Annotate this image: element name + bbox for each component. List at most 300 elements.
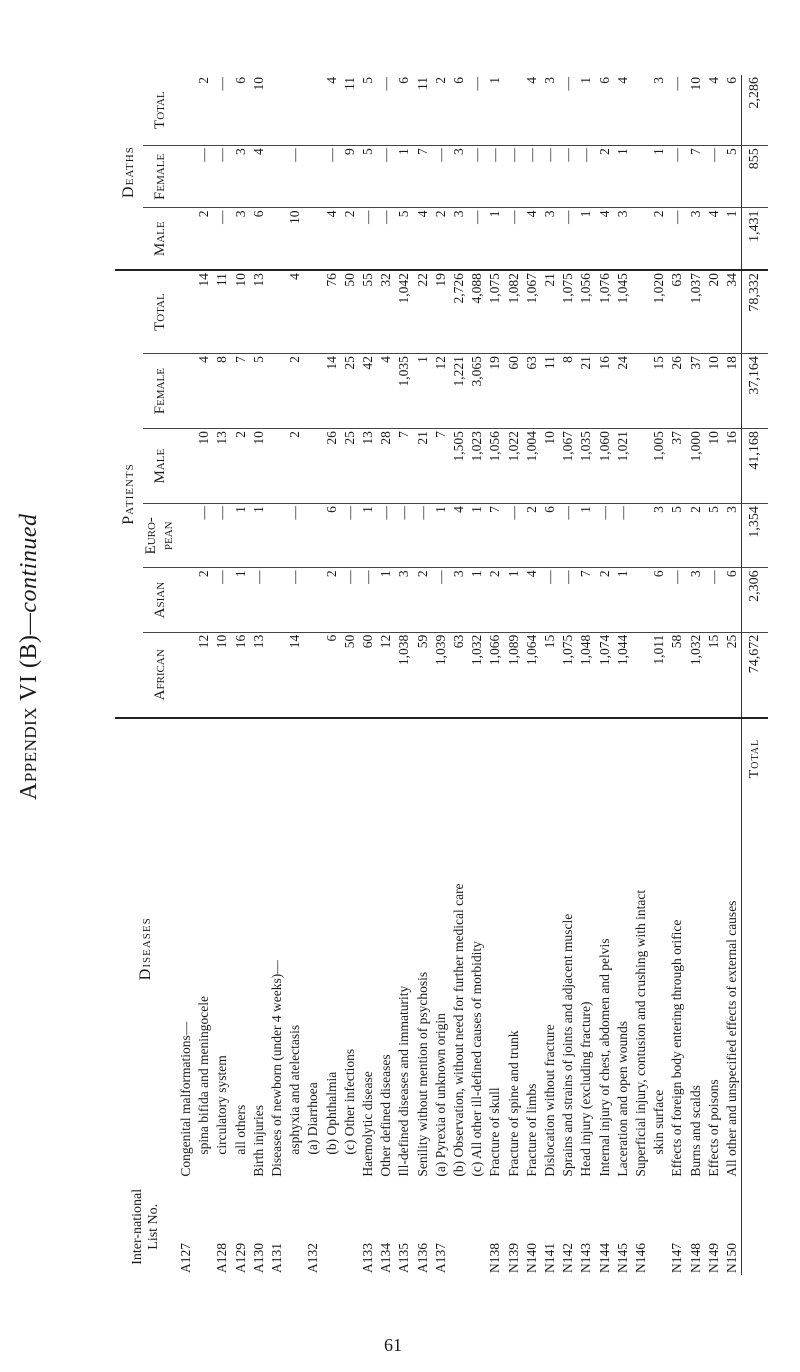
cell-european: 2 xyxy=(523,504,541,568)
cell-p-male xyxy=(268,429,286,504)
cell-disease: Laceration and open wounds xyxy=(614,1021,630,1177)
cell-disease: Ill-defined diseases and immaturity xyxy=(396,985,412,1177)
table-row xyxy=(323,75,341,1275)
total-patients-female: 37,164 xyxy=(742,354,769,429)
cell-p-male: 2 xyxy=(232,429,250,504)
cell-code: N150 xyxy=(724,1243,740,1273)
cell-code: A130 xyxy=(250,1243,266,1273)
table-row xyxy=(505,75,523,1275)
cell-asian: 1 xyxy=(468,568,486,632)
cell-p-female xyxy=(632,354,650,429)
cell-d-female: — xyxy=(668,146,686,208)
cell-code: A129 xyxy=(232,1243,248,1273)
cell-d-female: — xyxy=(541,146,559,208)
table-row xyxy=(232,75,250,1275)
cell-p-total: 4 xyxy=(286,270,304,354)
cell-european: 1 xyxy=(359,504,377,568)
cell-p-male: 10 xyxy=(195,429,213,504)
cell-african: 1,048 xyxy=(577,632,595,718)
cell-p-total: 21 xyxy=(541,270,559,354)
cell-d-male: 3 xyxy=(687,208,705,270)
cell-p-female xyxy=(268,354,286,429)
cell-disease: (c) Other infections xyxy=(341,1048,357,1155)
cell-european: — xyxy=(286,504,304,568)
cell-code: N143 xyxy=(578,1243,594,1273)
cell-p-male: 10 xyxy=(250,429,268,504)
cell-code: N146 xyxy=(633,1243,649,1273)
cell-d-female: — xyxy=(468,146,486,208)
cell-disease: (a) Diarrhoea xyxy=(305,1082,321,1155)
cell-disease: All other and unspecified effects of external causes xyxy=(724,900,740,1177)
cell-p-male: 13 xyxy=(213,429,231,504)
cell-asian: — xyxy=(705,568,723,632)
cell-p-total: 1,075 xyxy=(486,270,504,354)
cell-d-male: 1 xyxy=(577,208,595,270)
table-row xyxy=(468,75,486,1275)
total-deaths-total: 2,286 xyxy=(742,75,769,146)
cell-european: 6 xyxy=(323,504,341,568)
cell-asian: 3 xyxy=(450,568,468,632)
cell-p-male xyxy=(632,429,650,504)
cell-p-male: 1,056 xyxy=(486,429,504,504)
cell-d-total: 11 xyxy=(414,75,432,146)
table-row xyxy=(213,75,231,1275)
table-row xyxy=(395,75,413,1275)
header-european: Euro-pean xyxy=(143,504,177,568)
cell-european: — xyxy=(414,504,432,568)
cell-p-female: 8 xyxy=(559,354,577,429)
cell-d-total: — xyxy=(468,75,486,146)
cell-d-total: — xyxy=(377,75,395,146)
cell-disease: Diseases of newborn (under 4 weeks)— xyxy=(269,960,285,1177)
cell-disease: all others xyxy=(232,1104,248,1155)
cell-asian: 3 xyxy=(395,568,413,632)
total-asian: 2,306 xyxy=(742,568,769,632)
cell-d-total xyxy=(632,75,650,146)
cell-d-male: 10 xyxy=(286,208,304,270)
cell-code: A132 xyxy=(305,1243,321,1273)
cell-p-total: 22 xyxy=(414,270,432,354)
cell-d-female: — xyxy=(286,146,304,208)
table-row xyxy=(359,75,377,1275)
cell-d-total: 5 xyxy=(359,75,377,146)
cell-code: A133 xyxy=(360,1243,376,1273)
cell-p-female: 11 xyxy=(541,354,559,429)
cell-european: — xyxy=(505,504,523,568)
table-row xyxy=(559,75,577,1275)
cell-african: 16 xyxy=(232,632,250,718)
cell-d-total: 2 xyxy=(195,75,213,146)
cell-asian: — xyxy=(213,568,231,632)
cell-european: — xyxy=(395,504,413,568)
cell-d-female: 5 xyxy=(723,146,742,208)
cell-d-female xyxy=(304,146,322,208)
cell-p-total xyxy=(268,270,286,354)
cell-african: 1,044 xyxy=(614,632,632,718)
cell-european: 4 xyxy=(450,504,468,568)
cell-d-male: 4 xyxy=(323,208,341,270)
cell-d-male: 1 xyxy=(486,208,504,270)
table-row xyxy=(687,75,705,1275)
cell-code: A131 xyxy=(269,1243,285,1273)
cell-p-female: 12 xyxy=(432,354,450,429)
cell-d-male: 3 xyxy=(450,208,468,270)
cell-p-total: 11 xyxy=(213,270,231,354)
cell-code: N145 xyxy=(614,1243,630,1273)
cell-d-male: 4 xyxy=(705,208,723,270)
cell-p-total: 32 xyxy=(377,270,395,354)
cell-asian xyxy=(304,568,322,632)
cell-p-total xyxy=(632,270,650,354)
statistics-table-rotated xyxy=(115,75,763,1275)
cell-european: 1 xyxy=(577,504,595,568)
total-patients-total: 78,332 xyxy=(742,270,769,354)
cell-african xyxy=(268,632,286,718)
cell-asian: 2 xyxy=(486,568,504,632)
table-row xyxy=(414,75,432,1275)
header-patients-male: Male xyxy=(143,429,177,504)
cell-p-male: 1,035 xyxy=(577,429,595,504)
cell-d-male: 2 xyxy=(341,208,359,270)
cell-p-female: 19 xyxy=(486,354,504,429)
cell-d-male: — xyxy=(559,208,577,270)
cell-d-male: — xyxy=(213,208,231,270)
cell-d-female: 5 xyxy=(359,146,377,208)
cell-p-male: 7 xyxy=(432,429,450,504)
cell-d-male: — xyxy=(377,208,395,270)
cell-p-female: 1,221 xyxy=(450,354,468,429)
cell-african: 1,066 xyxy=(486,632,504,718)
cell-european: 1 xyxy=(468,504,486,568)
cell-p-female: 3,065 xyxy=(468,354,486,429)
cell-p-female: 4 xyxy=(195,354,213,429)
cell-asian xyxy=(268,568,286,632)
cell-asian: 1 xyxy=(505,568,523,632)
cell-d-male xyxy=(304,208,322,270)
cell-european: 1 xyxy=(232,504,250,568)
cell-p-male xyxy=(304,429,322,504)
cell-p-male: 1,000 xyxy=(687,429,705,504)
header-african: African xyxy=(143,632,177,718)
cell-disease: Birth injuries xyxy=(250,1104,266,1177)
cell-african: 1,075 xyxy=(559,632,577,718)
cell-european: — xyxy=(341,504,359,568)
cell-d-total xyxy=(268,75,286,146)
cell-african: 12 xyxy=(195,632,213,718)
cell-asian: 3 xyxy=(687,568,705,632)
cell-p-female: 63 xyxy=(523,354,541,429)
cell-code xyxy=(286,1179,304,1275)
cell-d-female: — xyxy=(486,146,504,208)
cell-d-male: 2 xyxy=(432,208,450,270)
cell-p-total: 1,056 xyxy=(577,270,595,354)
cell-p-total: 20 xyxy=(705,270,723,354)
cell-african: 60 xyxy=(359,632,377,718)
cell-code: N149 xyxy=(705,1243,721,1273)
cell-code xyxy=(650,1179,668,1275)
cell-p-male: 10 xyxy=(541,429,559,504)
header-deaths-female: Female xyxy=(143,146,177,208)
header-patients-total: Total xyxy=(143,270,177,354)
cell-p-total: 1,082 xyxy=(505,270,523,354)
cell-african: 13 xyxy=(250,632,268,718)
table-row xyxy=(377,75,395,1275)
cell-african: 59 xyxy=(414,632,432,718)
cell-african: 10 xyxy=(213,632,231,718)
cell-d-female xyxy=(268,146,286,208)
cell-d-total: 6 xyxy=(723,75,742,146)
cell-asian: 1 xyxy=(232,568,250,632)
cell-disease: Senility without mention of psychosis xyxy=(414,971,430,1177)
cell-disease: Congenital malformations— xyxy=(178,1021,193,1177)
cell-code: A135 xyxy=(396,1243,412,1273)
table-row xyxy=(486,75,504,1275)
cell-african: 1,032 xyxy=(687,632,705,718)
cell-d-male: 3 xyxy=(232,208,250,270)
cell-p-male: 37 xyxy=(668,429,686,504)
table-row xyxy=(341,75,359,1275)
cell-p-male: 7 xyxy=(395,429,413,504)
table-row xyxy=(195,75,213,1275)
cell-p-total: 4,088 xyxy=(468,270,486,354)
cell-d-female: 7 xyxy=(687,146,705,208)
cell-disease: Haemolytic disease xyxy=(360,1071,376,1177)
cell-disease: spina bifida and meningocele xyxy=(196,996,212,1155)
cell-code xyxy=(323,1179,341,1275)
cell-asian: — xyxy=(250,568,268,632)
cell-p-female: 24 xyxy=(614,354,632,429)
cell-disease: skin surface xyxy=(651,1089,667,1155)
header-deaths-total: Total xyxy=(143,75,177,146)
cell-asian xyxy=(177,568,195,632)
cell-d-total: 1 xyxy=(577,75,595,146)
cell-african: 63 xyxy=(450,632,468,718)
cell-p-total: 1,037 xyxy=(687,270,705,354)
cell-p-female: 26 xyxy=(668,354,686,429)
cell-d-total: 4 xyxy=(614,75,632,146)
cell-d-male: — xyxy=(359,208,377,270)
cell-d-total: — xyxy=(559,75,577,146)
table-row xyxy=(577,75,595,1275)
cell-p-total: 19 xyxy=(432,270,450,354)
cell-european: — xyxy=(596,504,614,568)
cell-african: 50 xyxy=(341,632,359,718)
cell-p-total: 55 xyxy=(359,270,377,354)
cell-p-male: 1,021 xyxy=(614,429,632,504)
cell-d-total: 11 xyxy=(341,75,359,146)
statistics-table xyxy=(115,75,768,1275)
cell-p-total: 2,726 xyxy=(450,270,468,354)
cell-p-total: 63 xyxy=(668,270,686,354)
cell-african: 15 xyxy=(705,632,723,718)
cell-asian: 4 xyxy=(523,568,541,632)
cell-p-male: 10 xyxy=(705,429,723,504)
cell-asian: 1 xyxy=(377,568,395,632)
cell-disease: (b) Observation, without need for further medical care xyxy=(451,883,467,1177)
table-row xyxy=(250,75,268,1275)
cell-p-total: 14 xyxy=(195,270,213,354)
cell-european xyxy=(177,504,195,568)
table-row xyxy=(541,75,559,1275)
cell-p-male: 26 xyxy=(323,429,341,504)
cell-asian: 2 xyxy=(596,568,614,632)
cell-disease: Burns and scalds xyxy=(687,1085,703,1177)
cell-code: A136 xyxy=(414,1243,430,1273)
cell-african: 1,074 xyxy=(596,632,614,718)
cell-asian xyxy=(632,568,650,632)
table-row xyxy=(304,75,322,1275)
cell-d-male: — xyxy=(468,208,486,270)
cell-european: 3 xyxy=(650,504,668,568)
cell-d-male: 1 xyxy=(723,208,742,270)
cell-d-total xyxy=(304,75,322,146)
cell-p-male: 1,505 xyxy=(450,429,468,504)
header-asian: Asian xyxy=(143,568,177,632)
cell-african: 6 xyxy=(323,632,341,718)
total-african: 74,672 xyxy=(742,632,769,718)
cell-p-female: 15 xyxy=(650,354,668,429)
cell-african: 1,032 xyxy=(468,632,486,718)
cell-asian: 6 xyxy=(723,568,742,632)
cell-p-female: 10 xyxy=(705,354,723,429)
cell-disease: Fracture of skull xyxy=(487,1087,503,1177)
cell-code: N144 xyxy=(596,1243,612,1273)
cell-d-female: — xyxy=(705,146,723,208)
cell-code: N138 xyxy=(487,1243,503,1273)
cell-p-female: 7 xyxy=(232,354,250,429)
cell-african: 1,011 xyxy=(650,632,668,718)
cell-p-total: 13 xyxy=(250,270,268,354)
cell-p-total: 1,020 xyxy=(650,270,668,354)
cell-african: 14 xyxy=(286,632,304,718)
cell-d-female: — xyxy=(577,146,595,208)
cell-european xyxy=(304,504,322,568)
cell-d-total: 3 xyxy=(541,75,559,146)
cell-african: 25 xyxy=(723,632,742,718)
cell-african xyxy=(304,632,322,718)
cell-asian: — xyxy=(668,568,686,632)
cell-disease: Effects of poisons xyxy=(705,1079,721,1177)
total-deaths-female: 855 xyxy=(742,146,769,208)
cell-p-female: 8 xyxy=(213,354,231,429)
cell-d-male: 2 xyxy=(650,208,668,270)
cell-african xyxy=(632,632,650,718)
cell-european: 6 xyxy=(541,504,559,568)
cell-disease: asphyxia and atelectasis xyxy=(287,1024,303,1155)
cell-asian: — xyxy=(432,568,450,632)
cell-d-male: 3 xyxy=(541,208,559,270)
cell-p-male: 1,060 xyxy=(596,429,614,504)
cell-p-total: 1,045 xyxy=(614,270,632,354)
cell-d-total xyxy=(505,75,523,146)
cell-d-male xyxy=(177,208,195,270)
cell-d-male xyxy=(268,208,286,270)
cell-d-female: 1 xyxy=(650,146,668,208)
cell-european: 7 xyxy=(486,504,504,568)
cell-african: 1,039 xyxy=(432,632,450,718)
page-number: 61 xyxy=(384,1335,402,1355)
header-deaths-male: Male xyxy=(143,208,177,270)
cell-p-male: 25 xyxy=(341,429,359,504)
cell-d-total: 10 xyxy=(687,75,705,146)
cell-d-total: 6 xyxy=(232,75,250,146)
cell-p-total: 1,067 xyxy=(523,270,541,354)
cell-disease: circulatory system xyxy=(214,1055,230,1155)
cell-p-female: 60 xyxy=(505,354,523,429)
cell-d-male: 4 xyxy=(596,208,614,270)
table-row xyxy=(177,75,195,1275)
cell-p-male: 1,005 xyxy=(650,429,668,504)
table-row xyxy=(432,75,450,1275)
cell-d-female: — xyxy=(213,146,231,208)
cell-african: 58 xyxy=(668,632,686,718)
cell-disease: (b) Ophthalmia xyxy=(323,1071,339,1155)
table-row xyxy=(523,75,541,1275)
total-deaths-male: 1,431 xyxy=(742,208,769,270)
cell-code: N141 xyxy=(542,1243,558,1273)
cell-code: N148 xyxy=(687,1243,703,1273)
cell-disease: Superficial injury, contusion and crushing with intact xyxy=(633,889,649,1177)
cell-p-female: 25 xyxy=(341,354,359,429)
cell-code: A134 xyxy=(378,1243,394,1273)
cell-d-total: 6 xyxy=(395,75,413,146)
cell-code xyxy=(468,1179,486,1275)
cell-asian: 2 xyxy=(323,568,341,632)
cell-d-female: — xyxy=(323,146,341,208)
cell-asian: — xyxy=(541,568,559,632)
totals-label: Total xyxy=(742,718,769,1179)
cell-d-female: 3 xyxy=(450,146,468,208)
cell-p-total: 1,075 xyxy=(559,270,577,354)
cell-disease: Internal injury of chest, abdomen and pelvis xyxy=(596,938,612,1177)
cell-d-total: 3 xyxy=(650,75,668,146)
cell-d-female: 7 xyxy=(414,146,432,208)
cell-asian: 2 xyxy=(195,568,213,632)
cell-disease: Dislocation without fracture xyxy=(542,1024,558,1177)
table-row xyxy=(596,75,614,1275)
cell-code: N142 xyxy=(560,1243,576,1273)
cell-d-female: 9 xyxy=(341,146,359,208)
cell-p-female: 1,035 xyxy=(395,354,413,429)
cell-code: A127 xyxy=(178,1243,193,1273)
running-head-title: Appendix VI (B) xyxy=(16,634,42,800)
cell-p-total xyxy=(304,270,322,354)
cell-european: 3 xyxy=(723,504,742,568)
cell-d-total: — xyxy=(668,75,686,146)
cell-code: A128 xyxy=(214,1243,230,1273)
table-row xyxy=(705,75,723,1275)
cell-european: — xyxy=(377,504,395,568)
cell-d-male xyxy=(632,208,650,270)
cell-disease: Head injury (excluding fracture) xyxy=(578,1001,594,1177)
cell-d-total: — xyxy=(213,75,231,146)
cell-p-male: 1,004 xyxy=(523,429,541,504)
cell-d-total: 4 xyxy=(323,75,341,146)
cell-asian: — xyxy=(286,568,304,632)
cell-d-male: 2 xyxy=(195,208,213,270)
cell-d-female xyxy=(177,146,195,208)
cell-african xyxy=(177,632,195,718)
table-row xyxy=(632,75,650,1275)
cell-p-total: 50 xyxy=(341,270,359,354)
cell-p-male: 21 xyxy=(414,429,432,504)
cell-code xyxy=(450,1179,468,1275)
cell-code: N140 xyxy=(523,1243,539,1273)
cell-d-total: 6 xyxy=(450,75,468,146)
cell-d-female: 2 xyxy=(596,146,614,208)
cell-d-male: — xyxy=(668,208,686,270)
cell-d-male: 5 xyxy=(395,208,413,270)
